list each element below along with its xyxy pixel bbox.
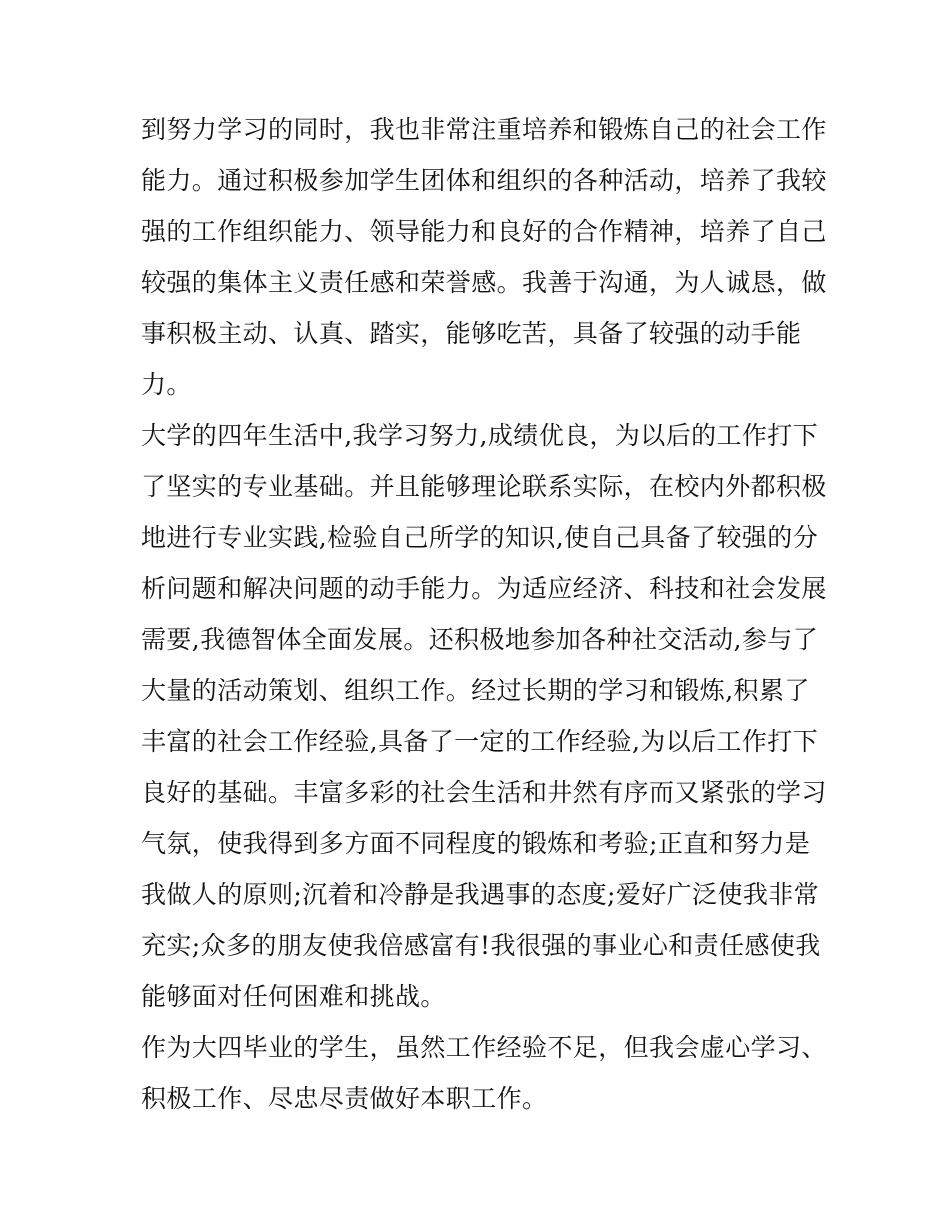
text-line: 作为大四毕业的学生，虽然工作经验不足，但我会虚心学习、 xyxy=(141,1033,827,1062)
document-body xyxy=(141,104,827,1124)
text-line: 了坚实的专业基础。并且能够理论联系实际，在校内外都积极 xyxy=(141,472,827,501)
text-line: 能够面对任何困难和挑战。 xyxy=(141,982,446,1011)
text-line: 气氛，使我得到多方面不同程度的锻炼和考验;正直和努力是 xyxy=(141,829,811,858)
text-line: 充实;众多的朋友使我倍感富有!我很强的事业心和责任感使我 xyxy=(141,931,821,960)
text-line: 大学的四年生活中,我学习努力,成绩优良，为以后的工作打下 xyxy=(141,421,819,450)
paragraph-2 xyxy=(141,410,827,1022)
text-line: 析问题和解决问题的动手能力。为适应经济、科技和社会发展 xyxy=(141,574,827,603)
text-line: 积极工作、尽忠尽责做好本职工作。 xyxy=(141,1084,548,1113)
text-line: 力。 xyxy=(141,370,192,399)
text-line: 到努力学习的同时，我也非常注重培养和锻炼自己的社会工作 xyxy=(141,115,827,144)
text-line: 能力。通过积极参加学生团体和组织的各种活动，培养了我较 xyxy=(141,166,827,195)
paragraph-3 xyxy=(141,1022,827,1124)
text-line: 丰富的社会工作经验,具备了一定的工作经验,为以后工作打下 xyxy=(141,727,819,756)
text-line: 强的工作组织能力、领导能力和良好的合作精神，培养了自己 xyxy=(141,217,827,246)
text-line: 大量的活动策划、组织工作。经过长期的学习和锻炼,积累了 xyxy=(141,676,810,705)
text-line: 我做人的原则;沉着和冷静是我遇事的态度;爱好广泛使我非常 xyxy=(141,880,820,909)
text-line: 需要,我德智体全面发展。还积极地参加各种社交活动,参与了 xyxy=(141,625,819,654)
text-line: 良好的基础。丰富多彩的社会生活和井然有序而又紧张的学习 xyxy=(141,778,827,807)
text-line: 地进行专业实践,检验自己所学的知识,使自己具备了较强的分 xyxy=(141,523,819,552)
paragraph-1 xyxy=(141,104,827,410)
text-line: 较强的集体主义责任感和荣誉感。我善于沟通，为人诚恳，做 xyxy=(141,268,827,297)
text-line: 事积极主动、认真、踏实，能够吃苦，具备了较强的动手能 xyxy=(141,319,802,348)
